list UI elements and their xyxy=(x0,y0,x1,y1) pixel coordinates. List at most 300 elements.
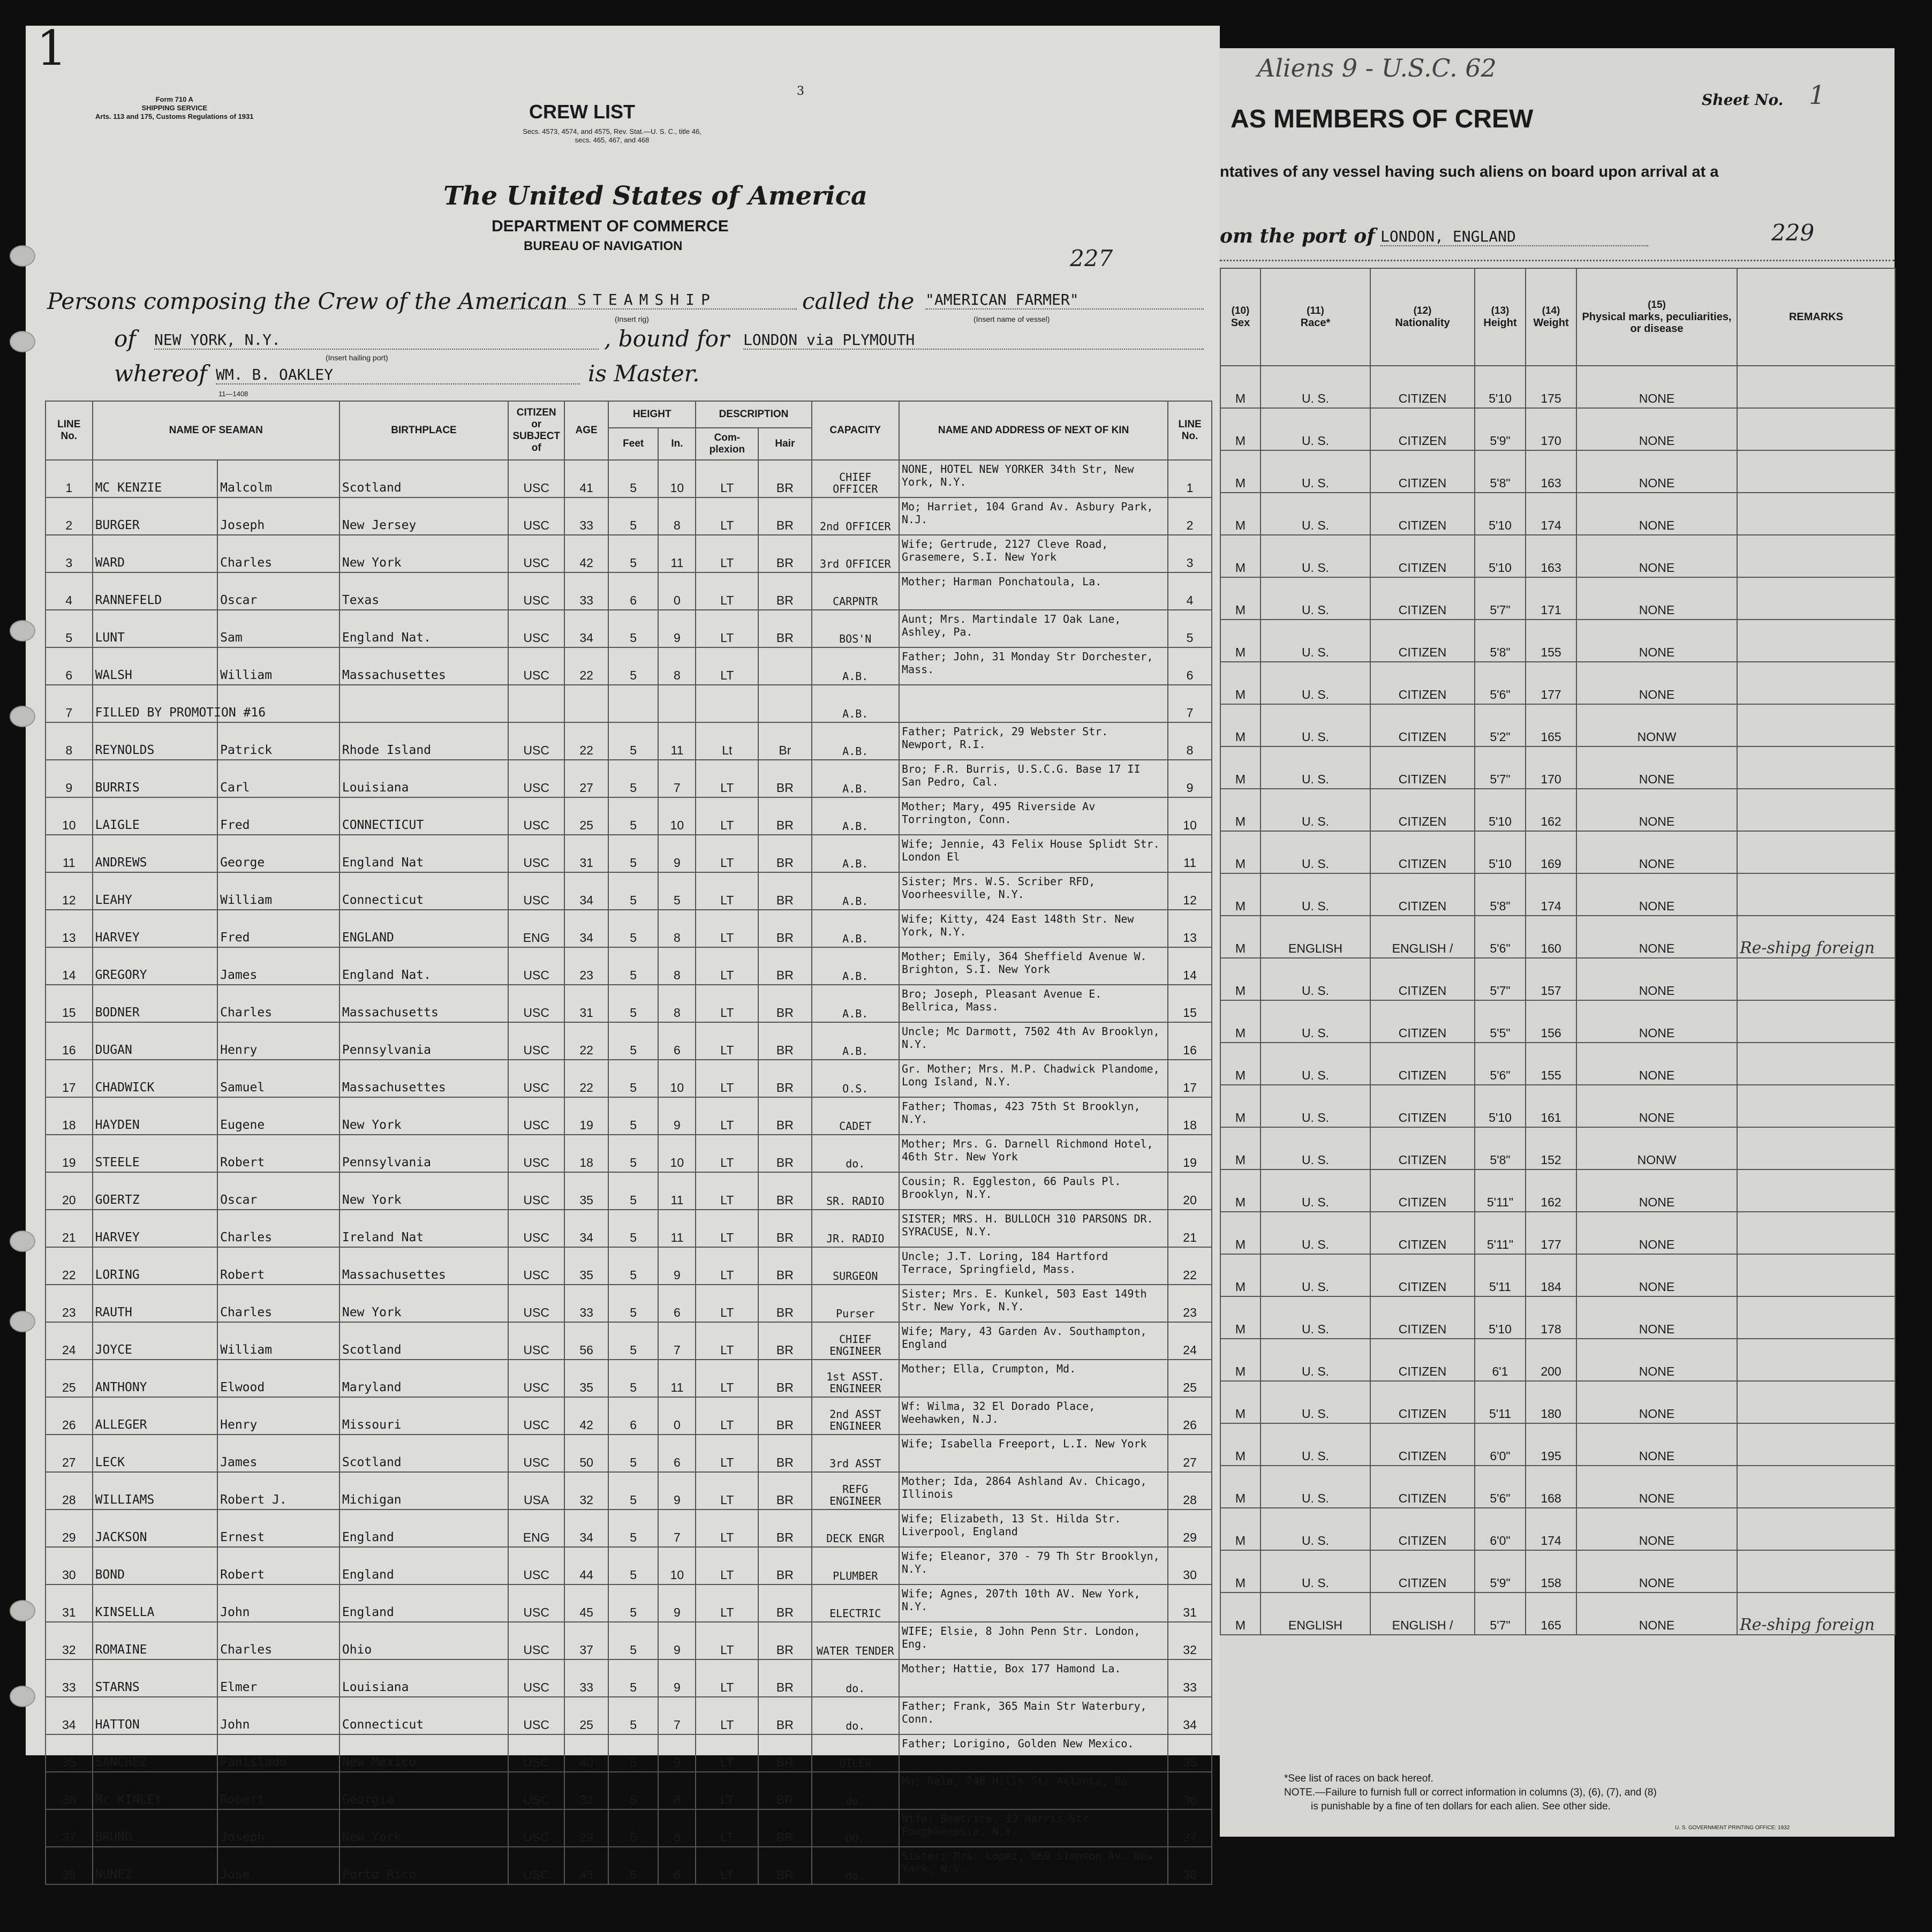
next-of-kin-cell: Wife; Gertrude, 2127 Cleve Road, Grasemere, S.I. New York xyxy=(899,535,1168,572)
race-cell: ENGLISH xyxy=(1261,916,1370,958)
hair-cell: BR xyxy=(758,572,811,610)
physical-marks-cell: NONE xyxy=(1576,1466,1737,1508)
hair-cell: BR xyxy=(758,947,811,985)
race-cell: U. S. xyxy=(1261,408,1370,450)
alien-row xyxy=(1220,1127,1895,1169)
given-name-cell: Fred xyxy=(217,910,339,947)
height-cell: 5'8" xyxy=(1475,450,1526,493)
surname-cell: BURGER xyxy=(93,497,218,535)
height-feet-cell: 5 xyxy=(608,985,658,1022)
crew-row xyxy=(46,535,1212,572)
called-label: called the xyxy=(802,288,915,314)
complexion-cell: LT xyxy=(696,1622,758,1659)
hair-cell: BR xyxy=(758,610,811,647)
capacity-cell: 3rd OFFICER xyxy=(812,535,899,572)
line-no-cell: 17 xyxy=(46,1060,93,1097)
crew-row xyxy=(46,1097,1212,1135)
age-cell: 18 xyxy=(564,1135,608,1172)
hair-cell: BR xyxy=(758,1285,811,1322)
citizenship-cell: USC xyxy=(508,1172,564,1210)
hair-cell: BR xyxy=(758,1472,811,1510)
form-code: 11—1408 xyxy=(218,390,248,398)
age-cell: 34 xyxy=(564,610,608,647)
height-cell: 5'10 xyxy=(1475,535,1526,577)
col-feet: Feet xyxy=(608,428,658,460)
line-no-right-cell: 25 xyxy=(1168,1360,1212,1397)
birthplace-cell: Scotland xyxy=(339,1435,508,1472)
next-of-kin-cell: Wife; Kitty, 424 East 148th Str. New York, N.Y. xyxy=(899,910,1168,947)
physical-marks-cell: NONE xyxy=(1576,1085,1737,1127)
height-inches-cell: 5 xyxy=(658,872,696,910)
right-col-number: (14) xyxy=(1542,305,1560,316)
citizenship-cell: USC xyxy=(508,1622,564,1659)
instructions-subtitle: ntatives of any vessel having such aliens on board upon arrival at a xyxy=(1220,163,1719,180)
height-inches-cell: 8 xyxy=(658,1772,696,1809)
complexion-cell: LT xyxy=(696,1097,758,1135)
line-no-right-cell: 20 xyxy=(1168,1172,1212,1210)
complexion-cell: LT xyxy=(696,797,758,835)
line-no-cell: 34 xyxy=(46,1697,93,1734)
race-cell: U. S. xyxy=(1261,746,1370,789)
surname-cell: FILLED BY PROMOTION #16 xyxy=(93,685,218,722)
alien-row xyxy=(1220,1043,1895,1085)
next-of-kin-cell: Uncle; J.T. Loring, 184 Hartford Terrace, Springfield, Mass. xyxy=(899,1247,1168,1285)
of-label: of xyxy=(114,326,136,352)
sex-cell: M xyxy=(1220,1127,1261,1169)
complexion-cell: LT xyxy=(696,1060,758,1097)
weight-cell: 160 xyxy=(1526,916,1576,958)
line-no-cell: 6 xyxy=(46,647,93,685)
remarks-cell xyxy=(1737,1254,1895,1296)
capacity-cell: CARPNTR xyxy=(812,572,899,610)
height-cell: 5'7" xyxy=(1475,577,1526,620)
weight-cell: 162 xyxy=(1526,1169,1576,1212)
age-cell: 31 xyxy=(564,985,608,1022)
line-no-right-cell: 29 xyxy=(1168,1510,1212,1547)
sex-cell: M xyxy=(1220,1550,1261,1593)
given-name-cell: Samuel xyxy=(217,1060,339,1097)
given-name-cell: James xyxy=(217,947,339,985)
binder-hole xyxy=(10,1311,35,1332)
right-col-number: (11) xyxy=(1307,305,1324,316)
birthplace-cell: New York xyxy=(339,1172,508,1210)
age-cell: 40 xyxy=(564,1734,608,1772)
physical-marks-cell: NONE xyxy=(1576,366,1737,408)
line-no-right-cell: 6 xyxy=(1168,647,1212,685)
citizenship-cell: USC xyxy=(508,797,564,835)
line-no-cell: 31 xyxy=(46,1584,93,1622)
hair-cell: BR xyxy=(758,497,811,535)
remarks-cell xyxy=(1737,1085,1895,1127)
remarks-cell xyxy=(1737,1043,1895,1085)
line-no-right-cell: 33 xyxy=(1168,1659,1212,1697)
capacity-cell: do. xyxy=(812,1772,899,1809)
next-of-kin-cell: Wife; Eleanor, 370 - 79 Th Str Brooklyn, N.Y. xyxy=(899,1547,1168,1584)
capacity-cell: OILER xyxy=(812,1734,899,1772)
physical-marks-cell: NONE xyxy=(1576,1169,1737,1212)
birthplace-cell: Georgia xyxy=(339,1772,508,1809)
complexion-cell: LT xyxy=(696,1247,758,1285)
surname-cell: HARVEY xyxy=(93,910,218,947)
weight-cell: 161 xyxy=(1526,1085,1576,1127)
height-inches-cell: 6 xyxy=(658,1435,696,1472)
surname-cell: LORING xyxy=(93,1247,218,1285)
capacity-cell: JR. RADIO xyxy=(812,1210,899,1247)
crew-row xyxy=(46,1210,1212,1247)
col-next-of-kin: NAME AND ADDRESS OF NEXT OF KIN xyxy=(899,401,1168,460)
crew-row xyxy=(46,1659,1212,1697)
birthplace-cell: Louisiana xyxy=(339,1659,508,1697)
surname-cell: SANCHEZ xyxy=(93,1734,218,1772)
complexion-cell: LT xyxy=(696,1322,758,1360)
line-no-cell: 28 xyxy=(46,1472,93,1510)
race-cell: U. S. xyxy=(1261,831,1370,873)
height-inches-cell: 8 xyxy=(658,985,696,1022)
birthplace-cell: New Mexico xyxy=(339,1734,508,1772)
crew-row xyxy=(46,1734,1212,1772)
birthplace-cell: CONNECTICUT xyxy=(339,797,508,835)
line-no-cell: 1 xyxy=(46,460,93,497)
alien-row xyxy=(1220,1296,1895,1339)
crew-row xyxy=(46,1285,1212,1322)
remarks-cell xyxy=(1737,493,1895,535)
col-line-no-right: LINE No. xyxy=(1168,401,1212,460)
port-field: LONDON, ENGLAND xyxy=(1380,228,1648,246)
height-feet-cell: 5 xyxy=(608,1097,658,1135)
height-cell: 5'11" xyxy=(1475,1212,1526,1254)
birthplace-cell: New York xyxy=(339,535,508,572)
sex-cell: M xyxy=(1220,746,1261,789)
complexion-cell: LT xyxy=(696,1697,758,1734)
age-cell: 37 xyxy=(564,1622,608,1659)
birthplace-cell: England xyxy=(339,1547,508,1584)
surname-cell: HATTON xyxy=(93,1697,218,1734)
race-cell: U. S. xyxy=(1261,1466,1370,1508)
height-cell: 5'5" xyxy=(1475,1000,1526,1043)
remarks-cell: Re-shipg foreign xyxy=(1737,916,1895,958)
next-of-kin-cell: Mother; Mary, 495 Riverside Av Torrington, Conn. xyxy=(899,797,1168,835)
alien-row xyxy=(1220,1212,1895,1254)
given-name-cell: James xyxy=(217,1435,339,1472)
remarks-cell xyxy=(1737,535,1895,577)
right-col-number: (10) xyxy=(1231,305,1250,316)
birthplace-cell: Michigan xyxy=(339,1472,508,1510)
complexion-cell: LT xyxy=(696,1847,758,1884)
remarks-cell xyxy=(1737,577,1895,620)
alien-row xyxy=(1220,1423,1895,1466)
remarks-cell xyxy=(1737,1508,1895,1550)
citizenship-cell: USC xyxy=(508,1022,564,1060)
surname-cell: CHADWICK xyxy=(93,1060,218,1097)
alien-row xyxy=(1220,1550,1895,1593)
surname-cell: JACKSON xyxy=(93,1510,218,1547)
citizenship-cell: USC xyxy=(508,760,564,797)
birthplace-cell: Connecticut xyxy=(339,872,508,910)
citizenship-cell: USC xyxy=(508,460,564,497)
home-port-field: NEW YORK, N.Y. xyxy=(154,331,599,350)
given-name-cell: Elmer xyxy=(217,1659,339,1697)
height-feet-cell: 5 xyxy=(608,1135,658,1172)
citizenship-cell: USC xyxy=(508,1697,564,1734)
height-inches-cell: 6 xyxy=(658,1285,696,1322)
race-cell: U. S. xyxy=(1261,662,1370,704)
complexion-cell: LT xyxy=(696,1510,758,1547)
alien-row xyxy=(1220,493,1895,535)
rig-field: STEAMSHIP xyxy=(497,291,797,310)
race-cell: U. S. xyxy=(1261,493,1370,535)
height-inches-cell xyxy=(658,685,696,722)
sheet-number: 1 xyxy=(1809,80,1825,110)
nationality-cell: CITIZEN xyxy=(1370,1169,1475,1212)
physical-marks-cell: NONE xyxy=(1576,789,1737,831)
race-cell: U. S. xyxy=(1261,1085,1370,1127)
given-name-cell: Fred xyxy=(217,797,339,835)
surname-cell: RAUTH xyxy=(93,1285,218,1322)
citizenship-cell: USC xyxy=(508,572,564,610)
master-label: is Master. xyxy=(588,360,700,387)
citizenship-cell: USC xyxy=(508,1360,564,1397)
weight-cell: 178 xyxy=(1526,1296,1576,1339)
line-no-cell: 16 xyxy=(46,1022,93,1060)
crew-row xyxy=(46,1172,1212,1210)
complexion-cell: LT xyxy=(696,535,758,572)
birthplace-cell: Massachusettes xyxy=(339,647,508,685)
right-col-label: Nationality xyxy=(1395,317,1450,329)
alien-row xyxy=(1220,620,1895,662)
col-name: NAME OF SEAMAN xyxy=(93,401,339,460)
height-cell: 5'9" xyxy=(1475,408,1526,450)
hair-cell: BR xyxy=(758,1622,811,1659)
capacity-cell: SR. RADIO xyxy=(812,1172,899,1210)
line-no-cell: 9 xyxy=(46,760,93,797)
physical-marks-cell: NONE xyxy=(1576,662,1737,704)
hair-cell: BR xyxy=(758,1247,811,1285)
race-cell: U. S. xyxy=(1261,1169,1370,1212)
sex-cell: M xyxy=(1220,493,1261,535)
right-col-header xyxy=(1475,268,1526,366)
complexion-cell: LT xyxy=(696,872,758,910)
line-no-right-cell: 14 xyxy=(1168,947,1212,985)
given-name-cell: Sam xyxy=(217,610,339,647)
race-cell: U. S. xyxy=(1261,1254,1370,1296)
height-feet-cell: 5 xyxy=(608,1584,658,1622)
crew-row xyxy=(46,497,1212,535)
race-cell: U. S. xyxy=(1261,1423,1370,1466)
sex-cell: M xyxy=(1220,704,1261,746)
crew-row xyxy=(46,760,1212,797)
complexion-cell: LT xyxy=(696,760,758,797)
physical-marks-cell: NONE xyxy=(1576,1212,1737,1254)
rig-hint: (Insert rig) xyxy=(615,315,649,323)
given-name-cell: Robert xyxy=(217,1772,339,1809)
remarks-cell xyxy=(1737,831,1895,873)
physical-marks-cell: NONE xyxy=(1576,1000,1737,1043)
next-of-kin-cell: Father; John, 31 Monday Str Dorchester, Mass. xyxy=(899,647,1168,685)
given-name-cell: Joseph xyxy=(217,497,339,535)
remarks-cell xyxy=(1737,1339,1895,1381)
complexion-cell: LT xyxy=(696,947,758,985)
line-no-cell: 4 xyxy=(46,572,93,610)
age-cell: 31 xyxy=(564,835,608,872)
line-no-cell: 3 xyxy=(46,535,93,572)
nationality-cell: CITIZEN xyxy=(1370,1296,1475,1339)
complexion-cell: LT xyxy=(696,1809,758,1847)
sex-cell: M xyxy=(1220,1423,1261,1466)
nationality-cell: CITIZEN xyxy=(1370,746,1475,789)
given-name-cell: Elwood xyxy=(217,1360,339,1397)
birthplace-cell: England Nat xyxy=(339,835,508,872)
age-cell: 25 xyxy=(564,1697,608,1734)
binder-hole xyxy=(10,1686,35,1707)
nationality-cell: CITIZEN xyxy=(1370,1127,1475,1169)
height-inches-cell: 7 xyxy=(658,1510,696,1547)
vessel-name-field: "AMERICAN FARMER" xyxy=(925,291,1204,310)
sex-cell: M xyxy=(1220,535,1261,577)
capacity-cell: Purser xyxy=(812,1285,899,1322)
weight-cell: 163 xyxy=(1526,535,1576,577)
given-name-cell: William xyxy=(217,647,339,685)
capacity-cell: A.B. xyxy=(812,985,899,1022)
surname-cell: LUNT xyxy=(93,610,218,647)
height-cell: 5'6" xyxy=(1475,662,1526,704)
citizenship-cell: USC xyxy=(508,1397,564,1435)
sex-cell: M xyxy=(1220,958,1261,1000)
weight-cell: 174 xyxy=(1526,1508,1576,1550)
alien-row xyxy=(1220,535,1895,577)
weight-cell: 169 xyxy=(1526,831,1576,873)
race-cell: U. S. xyxy=(1261,1127,1370,1169)
line-no-cell: 7 xyxy=(46,685,93,722)
height-feet-cell: 5 xyxy=(608,1622,658,1659)
alien-row xyxy=(1220,1085,1895,1127)
complexion-cell: LT xyxy=(696,1547,758,1584)
nationality-cell: CITIZEN xyxy=(1370,662,1475,704)
capacity-cell: 1st ASST. ENGINEER xyxy=(812,1360,899,1397)
nationality-cell: CITIZEN xyxy=(1370,873,1475,916)
capacity-cell: 2nd OFFICER xyxy=(812,497,899,535)
col-inches: In. xyxy=(658,428,696,460)
height-inches-cell: 11 xyxy=(658,1172,696,1210)
height-cell: 5'6" xyxy=(1475,1466,1526,1508)
line-no-right-cell: 18 xyxy=(1168,1097,1212,1135)
nationality-cell: CITIZEN xyxy=(1370,1550,1475,1593)
port-label: om the port of xyxy=(1220,225,1375,247)
crew-row xyxy=(46,1697,1212,1734)
given-name-cell: Oscar xyxy=(217,1172,339,1210)
weight-cell: 165 xyxy=(1526,704,1576,746)
age-cell: 25 xyxy=(564,797,608,835)
height-cell: 5'8" xyxy=(1475,1127,1526,1169)
citizenship-cell: USC xyxy=(508,722,564,760)
birthplace-cell: Scotland xyxy=(339,1322,508,1360)
line-no-cell: 20 xyxy=(46,1172,93,1210)
surname-cell: LECK xyxy=(93,1435,218,1472)
height-cell: 5'7" xyxy=(1475,958,1526,1000)
surname-cell: JOYCE xyxy=(93,1322,218,1360)
complexion-cell: LT xyxy=(696,1360,758,1397)
next-of-kin-cell: Wife; Agnes, 207th 10th AV. New York, N.Y. xyxy=(899,1584,1168,1622)
physical-marks-cell: NONW xyxy=(1576,704,1737,746)
col-complexion: Com-plexion xyxy=(696,428,758,460)
next-of-kin-cell: Wife; Beatrice, 39 Harris Str Poughkeepsie, N.Y. xyxy=(899,1809,1168,1847)
home-port-hint: (Insert hailing port) xyxy=(326,353,388,362)
line-no-cell: 18 xyxy=(46,1097,93,1135)
hair-cell: BR xyxy=(758,1172,811,1210)
next-of-kin-cell: NONE, HOTEL NEW YORKER 34th Str, New York, N.Y. xyxy=(899,460,1168,497)
sex-cell: M xyxy=(1220,1296,1261,1339)
height-feet-cell: 5 xyxy=(608,1022,658,1060)
sex-cell: M xyxy=(1220,1593,1261,1635)
col-description: DESCRIPTION xyxy=(696,401,811,428)
nationality-cell: CITIZEN xyxy=(1370,620,1475,662)
crew-row xyxy=(46,1622,1212,1659)
weight-cell: 184 xyxy=(1526,1254,1576,1296)
hair-cell: BR xyxy=(758,1397,811,1435)
handwritten-reference: Aliens 9 - U.S.C. 62 xyxy=(1257,54,1497,82)
crew-row xyxy=(46,572,1212,610)
physical-marks-cell: NONE xyxy=(1576,535,1737,577)
binder-hole xyxy=(10,620,35,642)
crew-row xyxy=(46,985,1212,1022)
col-age: AGE xyxy=(564,401,608,460)
alien-row xyxy=(1220,1339,1895,1381)
nationality-cell: CITIZEN xyxy=(1370,535,1475,577)
crew-row xyxy=(46,797,1212,835)
nationality-cell: ENGLISH / xyxy=(1370,916,1475,958)
birthplace-cell: Scotland xyxy=(339,460,508,497)
line-no-cell: 27 xyxy=(46,1435,93,1472)
crew-row xyxy=(46,647,1212,685)
capacity-cell: A.B. xyxy=(812,760,899,797)
nationality-cell: CITIZEN xyxy=(1370,1000,1475,1043)
surname-cell: STEELE xyxy=(93,1135,218,1172)
height-cell: 6'0" xyxy=(1475,1423,1526,1466)
surname-cell: HARVEY xyxy=(93,1210,218,1247)
physical-marks-cell: NONW xyxy=(1576,1127,1737,1169)
line-no-right-cell: 19 xyxy=(1168,1135,1212,1172)
hair-cell: BR xyxy=(758,1847,811,1884)
physical-marks-cell: NONE xyxy=(1576,1043,1737,1085)
hair-cell: BR xyxy=(758,1734,811,1772)
next-of-kin-cell: Wife; Jennie, 43 Felix House Splidt Str. London El xyxy=(899,835,1168,872)
capacity-cell: CADET xyxy=(812,1097,899,1135)
alien-row xyxy=(1220,789,1895,831)
complexion-cell: Lt xyxy=(696,722,758,760)
alien-row xyxy=(1220,1000,1895,1043)
line-no-cell: 14 xyxy=(46,947,93,985)
alien-row xyxy=(1220,916,1895,958)
age-cell: 34 xyxy=(564,1210,608,1247)
alien-row xyxy=(1220,366,1895,408)
height-inches-cell: 10 xyxy=(658,797,696,835)
birthplace-cell: New York xyxy=(339,1097,508,1135)
citizenship-cell: USC xyxy=(508,497,564,535)
given-name-cell: Henry xyxy=(217,1397,339,1435)
complexion-cell: LT xyxy=(696,647,758,685)
citizenship-cell: USC xyxy=(508,872,564,910)
line-no-right-cell: 31 xyxy=(1168,1584,1212,1622)
line-no-cell: 12 xyxy=(46,872,93,910)
next-of-kin-cell: Wife; Elizabeth, 13 St. Hilda Str. Liverpool, England xyxy=(899,1510,1168,1547)
line-no-right-cell: 13 xyxy=(1168,910,1212,947)
complexion-cell xyxy=(696,685,758,722)
crew-row xyxy=(46,1847,1212,1884)
remarks-cell xyxy=(1737,1466,1895,1508)
alien-row xyxy=(1220,1508,1895,1550)
remarks-cell xyxy=(1737,366,1895,408)
remarks-cell xyxy=(1737,958,1895,1000)
height-cell: 5'11" xyxy=(1475,1169,1526,1212)
